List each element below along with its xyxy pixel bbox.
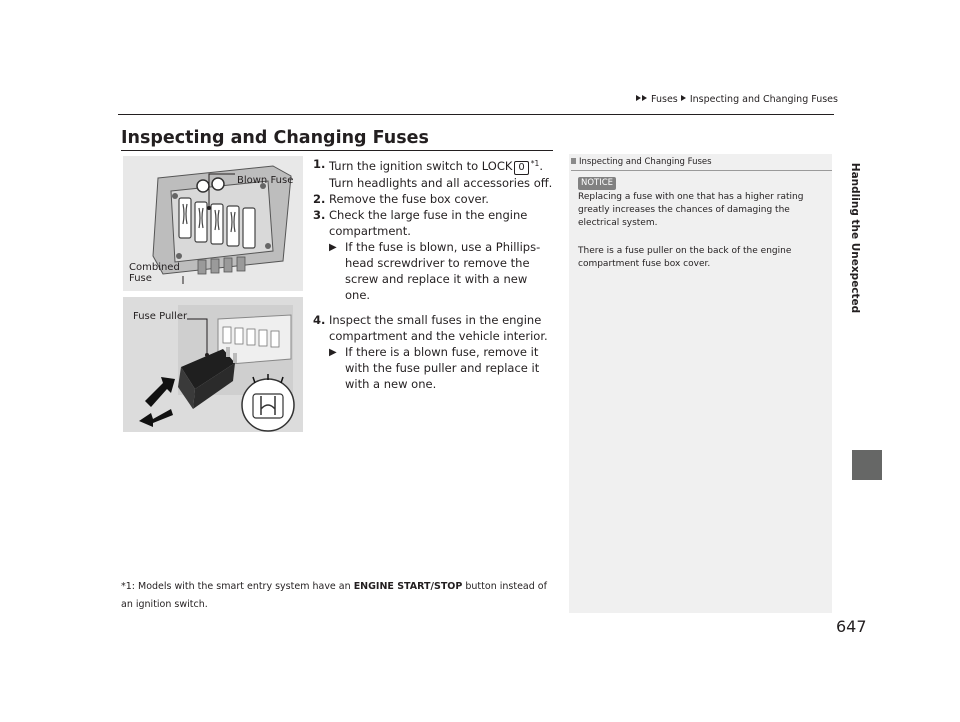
step-1	[313, 156, 555, 191]
steps-list	[313, 156, 555, 392]
step-text-continued: . Turn headlights and all accessories off.	[329, 159, 553, 190]
title-divider	[121, 150, 553, 151]
step-number: 2.	[313, 192, 326, 206]
step-number: 1.	[313, 157, 326, 171]
memo-divider	[571, 170, 832, 171]
blown-fuse-label: Blown Fuse	[237, 175, 294, 186]
step-number: 3.	[313, 208, 326, 222]
footnote-suffix: button instead of an ignition switch.	[121, 581, 547, 610]
lock-position-key: 0	[514, 161, 528, 175]
step-text: Turn the ignition switch to LOCK	[329, 159, 513, 173]
substep-arrow-icon: ▶	[329, 242, 337, 253]
fuse-box-illustration	[123, 156, 303, 291]
step-4	[313, 312, 555, 344]
memo-paragraph-2: There is a fuse puller on the back of the engine compartment fuse box cover.	[578, 246, 792, 269]
breadcrumb-item[interactable]: Inspecting and Changing Fuses	[689, 94, 838, 105]
step-3	[313, 207, 555, 239]
substep-arrow-icon: ▶	[329, 347, 337, 358]
footnote-prefix: *1: Models with the smart entry system have an	[121, 581, 351, 592]
fuse-puller-illustration	[123, 297, 303, 432]
chapter-tab-label: Handling the Unexpected	[849, 162, 861, 314]
substep-text: If there is a blown fuse, remove it with the fuse puller and replace it with a new one.	[345, 345, 540, 391]
breadcrumb	[636, 94, 838, 105]
fuse-puller-label: Fuse Puller	[133, 311, 188, 322]
breadcrumb-item[interactable]: Fuses	[651, 94, 678, 105]
combined-fuse-label-line1: Combined	[129, 262, 180, 273]
memo-heading	[571, 157, 712, 167]
combined-fuse-label-line2: Fuse	[129, 273, 152, 284]
chapter-tab-marker	[852, 450, 882, 480]
step-number: 4.	[313, 313, 326, 327]
footnote-ref[interactable]: *1	[530, 159, 540, 168]
step-text: Inspect the small fuses in the engine compartment and the vehicle interior.	[329, 313, 548, 343]
memo-heading-text: Inspecting and Changing Fuses	[579, 157, 712, 167]
step-text: Check the large fuse in the engine compartment.	[329, 208, 528, 238]
step-4-substep	[313, 344, 555, 392]
step-3-substep	[313, 239, 555, 303]
header-divider	[118, 114, 834, 115]
breadcrumb-arrow-icon	[681, 95, 686, 101]
step-text: Remove the fuse box cover.	[329, 192, 489, 206]
breadcrumb-arrow-icon	[642, 95, 647, 101]
substep-text: If the fuse is blown, use a Phillips-head screwdriver to remove the screw and replace it with a new one.	[345, 240, 541, 302]
memo-marker-icon	[571, 158, 576, 164]
step-2	[313, 191, 555, 207]
page-number: 647	[836, 617, 867, 636]
footnote	[121, 578, 561, 614]
footnote-button-name: ENGINE START/STOP	[353, 581, 463, 592]
notice-badge: NOTICE	[578, 177, 616, 190]
memo-paragraph-1: Replacing a fuse with one that has a higher rating greatly increases the chances of damaging the electrical system.	[578, 192, 804, 228]
section-title: Inspecting and Changing Fuses	[121, 128, 429, 148]
breadcrumb-arrow-icon	[636, 95, 641, 101]
